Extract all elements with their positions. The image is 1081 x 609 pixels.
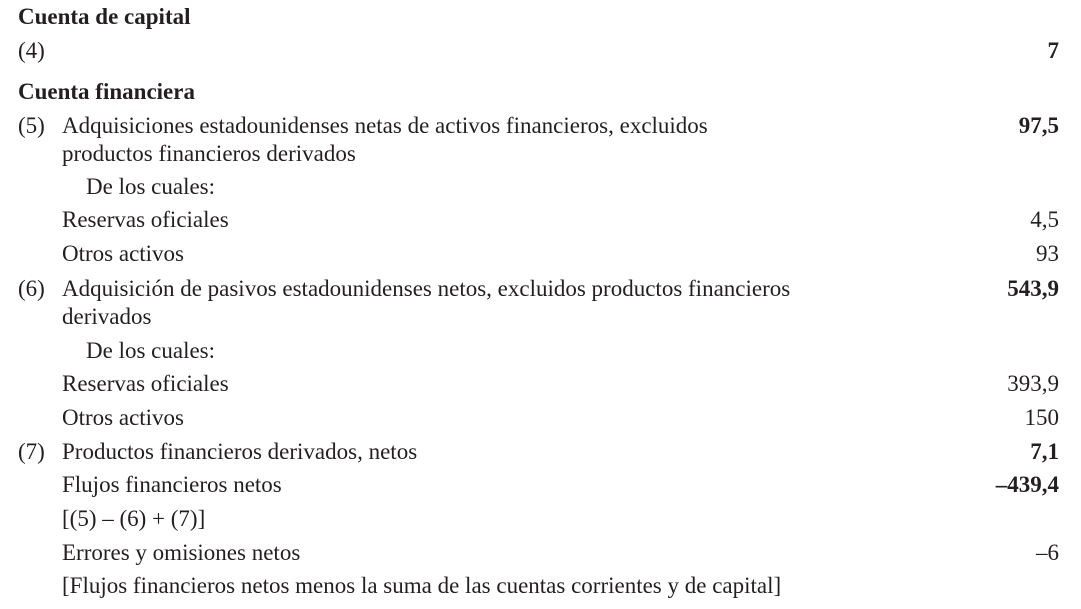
item6-other-label: Otros activos: [62, 405, 185, 430]
item7-value: 7,1: [1030, 439, 1059, 464]
net-flows-value: –439,4: [995, 472, 1059, 497]
item5-index: (5): [18, 113, 45, 138]
errors-label: Errores y omisiones netos: [62, 540, 301, 565]
item5-reserves-value: 4,5: [1030, 207, 1059, 232]
item5-reserves-label: Reservas oficiales: [62, 207, 229, 232]
item5-other-label: Otros activos: [62, 241, 185, 266]
capital-account-heading: Cuenta de capital: [18, 4, 191, 29]
item6-value: 543,9: [1007, 276, 1059, 301]
item5-of-which: De los cuales:: [86, 174, 216, 199]
item6-other-value: 150: [1024, 405, 1059, 430]
capital-index: (4): [18, 38, 45, 63]
capital-value: 7: [1047, 38, 1059, 63]
item5-other-value: 93: [1036, 241, 1059, 266]
item6-reserves-label: Reservas oficiales: [62, 371, 229, 396]
item5-label-line1: Adquisiciones estadounidenses netas de activos financieros, excluidos: [62, 113, 708, 138]
item6-of-which: De los cuales:: [86, 338, 216, 363]
net-flows-formula: [(5) – (6) + (7)]: [62, 506, 206, 531]
item6-label-line2: derivados: [62, 304, 152, 329]
item7-label: Productos financieros derivados, netos: [62, 439, 418, 464]
financial-account-heading: Cuenta financiera: [18, 79, 195, 104]
net-flows-label: Flujos financieros netos: [62, 472, 282, 497]
item5-value: 97,5: [1018, 113, 1059, 138]
item6-label-line1: Adquisición de pasivos estadounidenses netos, excluidos productos financieros: [62, 276, 791, 301]
item5-label-line2: productos financieros derivados: [62, 141, 356, 166]
errors-note: [Flujos financieros netos menos la suma de las cuentas corrientes y de capital]: [62, 573, 782, 598]
item6-reserves-value: 393,9: [1007, 371, 1059, 396]
item6-index: (6): [18, 276, 45, 301]
item7-index: (7): [18, 439, 45, 464]
errors-value: –6: [1036, 540, 1059, 565]
